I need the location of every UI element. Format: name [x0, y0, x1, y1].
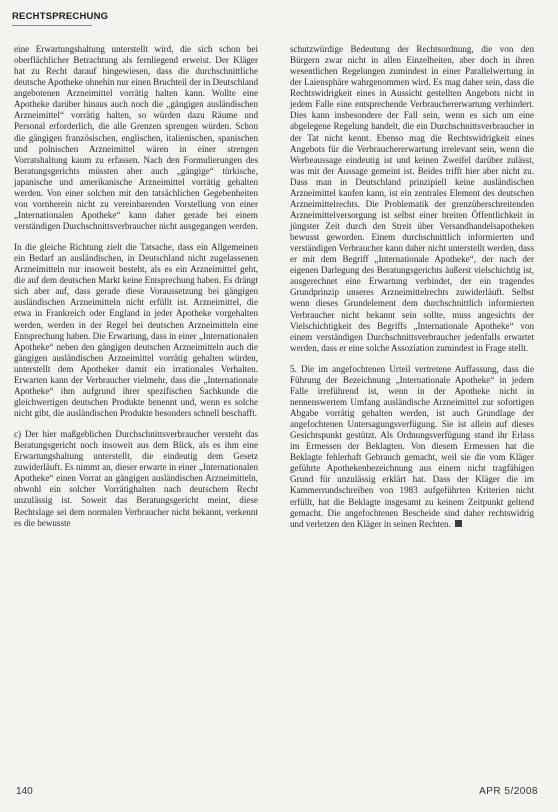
- section-title: RECHTSPRECHUNG: [12, 11, 109, 22]
- left-paragraph-2: In die gleiche Richtung zielt die Tatsache, dass ein Allgemeinen ein Bedarf an ausländischen, in Deutschland nicht zugelassenen Arzneimitteln nur insoweit besteht, als es ein Arzneimittel geht, die auf dem deutschen Markt keine Entsprechung haben. Es drängt sich aber auf, dass gerade diese Voraussetzung bei gängigen ausländischen Arzneimitteln nicht erfüllt ist. Arzneimittel, die etwa in Frankreich oder England in jeder Apotheke vorgehalten werden, werden in der Regel bei deutschen Arzneimitteln eine Entsprechung haben. Die Erwartung, dass in einer „Internationalen Apotheke“ neben den gängigen deutschen Arzneimitteln auch die gängigen ausländischen Arzneimittel vorrätig gehalten würden, unterstellt dem Apotheker damit ein irrationales Verhalten. Erwarten kann der Verbraucher vielmehr, dass die „Internationale Apotheke“ ihm aufgrund ihrer spezifischen Sachkunde die gleichwertigen deutschen Produkte benennt und, wenn es solche nicht gibt, die ausländischen Produkte besonders schnell beschafft.: [14, 242, 258, 418]
- header-rule: [12, 25, 92, 26]
- right-paragraph-2: [290, 364, 534, 530]
- journal-issue: APR 5/2008: [479, 786, 538, 797]
- left-paragraph-1: eine Erwartungshaltung unterstellt wird, die sich schon bei oberflächlicher Betrachtung als fernliegend erweist. Der Kläger hat zu Recht darauf hingewiesen, dass die durchschnittliche deutsche Apotheke ohnehin nur einen Bruchteil der in Deutschland angebotenen Arzneimittel vorrätig halten kann. Wollte eine Apotheke darüber hinaus auch noch die „gängigen ausländischen Arzneimittel“ vorrätig halten, so würden dazu Räume und Personal erforderlich, die alle Grenzen sprengen würden. Schon die gängigen französischen, englischen, italienischen, spanischen und polnischen Arzneimittel wären in einer strengen Vorratshaltung kaum zu erfassen. Nach den Formulierungen des Beratungsgerichts müssten aber auch „gängige“ türkische, japanische und amerikanische Arzneimittel vorrätig gehalten werden. Von einer solchen mit den tatsächlichen Gegebenheiten von vornherein nicht zu vereinbarenden Vorstellung von einer „Internationalen Apotheke“ kann daher gerade bei einem verständigen Durchschnittsverbraucher nicht ausgegangen werden.: [14, 44, 258, 231]
- running-header: [0, 8, 140, 30]
- left-column: [14, 44, 258, 539]
- end-of-article-mark: [455, 520, 462, 527]
- page-footer: [0, 784, 558, 804]
- left-paragraph-3: c) Der hier maßgeblichen Durchschnittsverbraucher versteht das Beratungsgericht noch insoweit aus dem Blick, als es ihm eine Erwartungshaltung unterstellt, die eindeutig dem Gesetz zuwiderläuft. Es nimmt an, dieser erwarte in einer „Internationalen Apotheke“ einen Vorrat an gängigen ausländischen Arzneimitteln, obwohl ein solcher Vorrätighalten nach deutschem Recht unzulässig ist. Soweit das Beratungsgericht meint, diese Rechtslage sei dem normalen Verbraucher nicht bekannt, verkennt es die bewusste: [14, 429, 258, 528]
- right-paragraph-1: schutzwürdige Bedeutung der Rechtsordnung, die von den Bürgern zwar nicht in allen Einzelheiten, aber doch in ihren wesentlichen Regelungen zumindest in einer Parallelwertung in der Laiensphäre wahrgenommen wird. Es mag daher sein, dass die Rechtswidrigkeit eines in Aussicht gestellten Angebots nicht in jedem Falle eine entsprechende Verbrauchererwartung verhindert. Dies kann insbesondere der Fall sein, wenn es sich um eine abgelegene Regelung handelt, die ein Durchschnittsverbraucher in der Tat nicht kennt. Ebenso mag die Rechtswidrigkeit eines Angebots für die Verbrauchererwartung irrelevant sein, wenn die Werbeaussage eindeutig ist und keinen Zweifel darüber zulässt, was mit der Aussage gemeint ist. Beides trifft hier aber nicht zu. Dass man in Deutschland prinzipiell keine ausländischen Arzneimittel kaufen kann, ist ein zentrales Element des deutschen Arzneimittelrechts. Die Problematik der grenzüberschreitenden Arzneimittelversorgung ist selbst einer breiten Öffentlichkeit in jüngster Zeit durch den Streit über Versandhandelsapotheken bewusst geworden. Einem durchschnittlich informierten und verständigen Verbraucher kann daher nicht unterstellt werden, dass er mit dem Begriff „Internationale Apotheke“, der nach der eigenen Darlegung des Beratungsgerichts äußerst vielschichtig ist, ausgerechnet eine Erwartung verbindet, der ein tragendes Grundprinzip unseres Arzneimittelrechts zuwiderläuft. Selbst wenn dieses Grundelement dem durchschnittlich informierten Verbraucher nicht bekannt sein sollte, muss angesichts der Vielschichtigkeit des Begriffs „Internationale Apotheke“ von einem verständigen Durchschnittsverbraucher jedenfalls erwartet werden, dass er eine solche Assoziation zumindest in Frage stellt.: [290, 44, 534, 353]
- right-paragraph-2-text: 5. Die im angefochtenen Urteil vertretene Auffassung, dass die Führung der Bezeichnung „Internationale Apotheke“ in jedem Falle irreführend ist, wenn in der Apotheke nicht in nennenswertem Umfang ausländische Arzneimittel zur sofortigen Abgabe vorrätig gehalten werden, ist auch Grundlage der angefochtenen Untersagungsverfügung. Sie ist allein auf dieses Gesichtspunkt gestützt. Als Ordnungsverfügung stand ihr Erlass im Ermessen der Beklagten. Von diesem Ermessen hat die Beklagte fehlerhaft Gebrauch gemacht, weil sie die vom Kläger geführte Apothekenbezeichnung aus einem nicht tragfähigen Grund für unzulässig erklärt hat. Dass der Kläger die im Kammerrundschreiben von 1983 aufgeführten Kriterien nicht erfüllt, hat die Beklagte insgesamt zu keinem Zeitpunkt geltend gemacht. Die angefochtenen Bescheide sind daher rechtswidrig und verletzen den Kläger in seinen Rechten.: [290, 363, 534, 529]
- page-number: 140: [16, 786, 33, 797]
- right-column: [290, 44, 534, 540]
